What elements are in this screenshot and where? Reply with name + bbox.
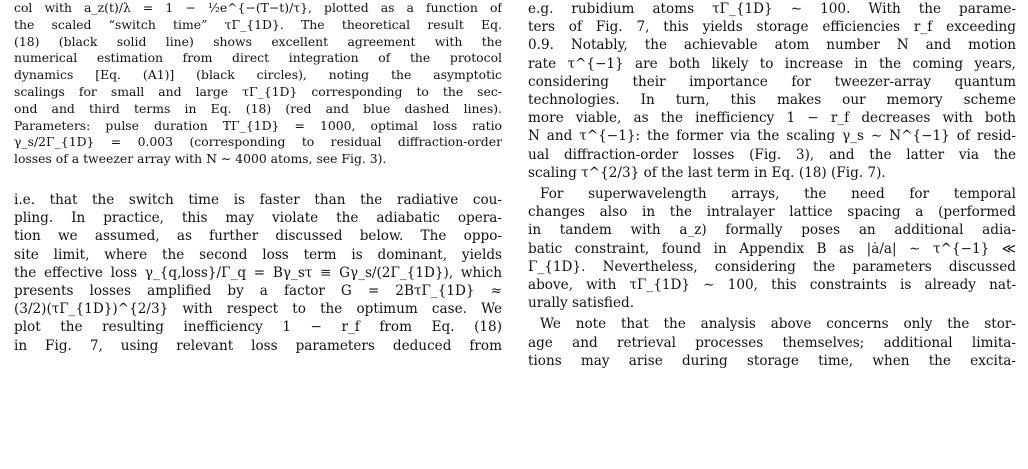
right-column — [528, 0, 1016, 370]
caption-line: losses of a tweezer array with N ∼ 4000 atoms, see Fig. 3). — [14, 151, 387, 167]
body-line: considering their importance for tweezer-array quantum — [528, 73, 1016, 90]
body-line: rate τ^{−1} are both likely to increase in the coming years, — [528, 55, 1016, 72]
body-line: plot the resulting inefficiency 1 − r_f from Eq. (18) — [14, 319, 502, 336]
caption-line: Parameters: pulse duration TΓ_{1D} = 1000, optimal loss ratio — [14, 117, 502, 133]
body-line: scaling τ^{2/3} of the last term in Eq. (18) (Fig. 7). — [528, 164, 886, 181]
body-line: Γ_{1D}. Nevertheless, considering the parameters discussed — [528, 258, 1016, 275]
body-line: We note that the analysis above concerns only the stor- — [540, 316, 1016, 333]
body-line: in tandem with a_z) formally poses an additional adia- — [528, 222, 1016, 239]
body-line: N and τ^{−1}: the former via the scaling γ_s ∼ N^{−1} of resid- — [528, 128, 1016, 145]
body-paragraph — [14, 191, 502, 355]
caption-line: (18) (black solid line) shows excellent agreement with the — [14, 33, 502, 49]
body-line: in Fig. 7, using relevant loss parameters deduced from — [14, 337, 502, 354]
body-line: tions may arise during storage time, when the excita- — [528, 352, 1016, 369]
left-column — [14, 0, 502, 355]
caption-line: γ_s/2Γ_{1D} = 0.003 (corresponding to residual diffraction-order — [14, 134, 502, 150]
body-line: more viable, as the inefficiency 1 − r_f decreases with both — [528, 110, 1016, 127]
body-line: ters of Fig. 7, this yields storage efficiencies r_f exceeding — [528, 19, 1016, 36]
body-line: tion we assumed, as further discussed below. The oppo- — [14, 228, 502, 245]
body-line: i.e. that the switch time is faster than the radiative cou- — [14, 191, 502, 208]
body-line: urally satisfied. — [528, 295, 635, 312]
body-line: changes also in the intralayer lattice spacing a (performed — [528, 204, 1016, 221]
body-line: 0.9. Notably, the achievable atom number N and motion — [528, 37, 1016, 54]
caption-line: dynamics [Eq. (A1)] (black circles), noting the asymptotic — [14, 67, 502, 83]
body-line: For superwavelength arrays, the need for temporal — [540, 186, 1016, 203]
paragraph-superwavelength — [528, 185, 1016, 312]
caption-line: ond and third terms in Eq. (18) (red and blue dashed lines). — [14, 100, 502, 116]
body-line: above, with τΓ_{1D} ∼ 100, this constraints is already nat- — [528, 277, 1016, 294]
body-line: ual diffraction-order losses (Fig. 3), and the latter via the — [528, 146, 1016, 163]
paragraph-storage-efficiency — [528, 0, 1016, 182]
body-line: pling. In practice, this may violate the adiabatic opera- — [14, 210, 502, 227]
body-line: e.g. rubidium atoms τΓ_{1D} ∼ 100. With the parame- — [528, 1, 1016, 17]
caption-line: scalings for small and large τΓ_{1D} corresponding to the sec- — [14, 83, 502, 99]
caption-line: col with a_z(t)/λ = 1 − ½e^{−(T−t)/τ}, plotted as a function of — [14, 0, 502, 15]
body-line: presents losses amplified by a factor G = 2BτΓ_{1D} ≈ — [14, 282, 502, 299]
body-line: the effective loss γ_{q,loss}/Γ_q = Bγ_sτ ≡ Gγ_s/(2Γ_{1D}), which — [14, 264, 502, 281]
body-line: site limit, where the second loss term is dominant, yields — [14, 246, 502, 263]
body-line: batic constraint, found in Appendix B as |ȧ/a| ∼ τ^{−1} ≪ — [528, 240, 1016, 257]
body-line: age and retrieval processes themselves; additional limita- — [528, 334, 1016, 351]
figure-caption — [14, 0, 502, 168]
caption-line: the scaled “switch time” τΓ_{1D}. The theoretical result Eq. — [14, 16, 502, 32]
paragraph-storage-time — [528, 315, 1016, 370]
body-line: technologies. In turn, this makes our memory scheme — [528, 92, 1016, 109]
caption-line: numerical estimation from direct integration of the protocol — [14, 50, 502, 66]
body-line: (3/2)(τΓ_{1D})^{2/3} with respect to the optimum case. We — [14, 301, 502, 318]
